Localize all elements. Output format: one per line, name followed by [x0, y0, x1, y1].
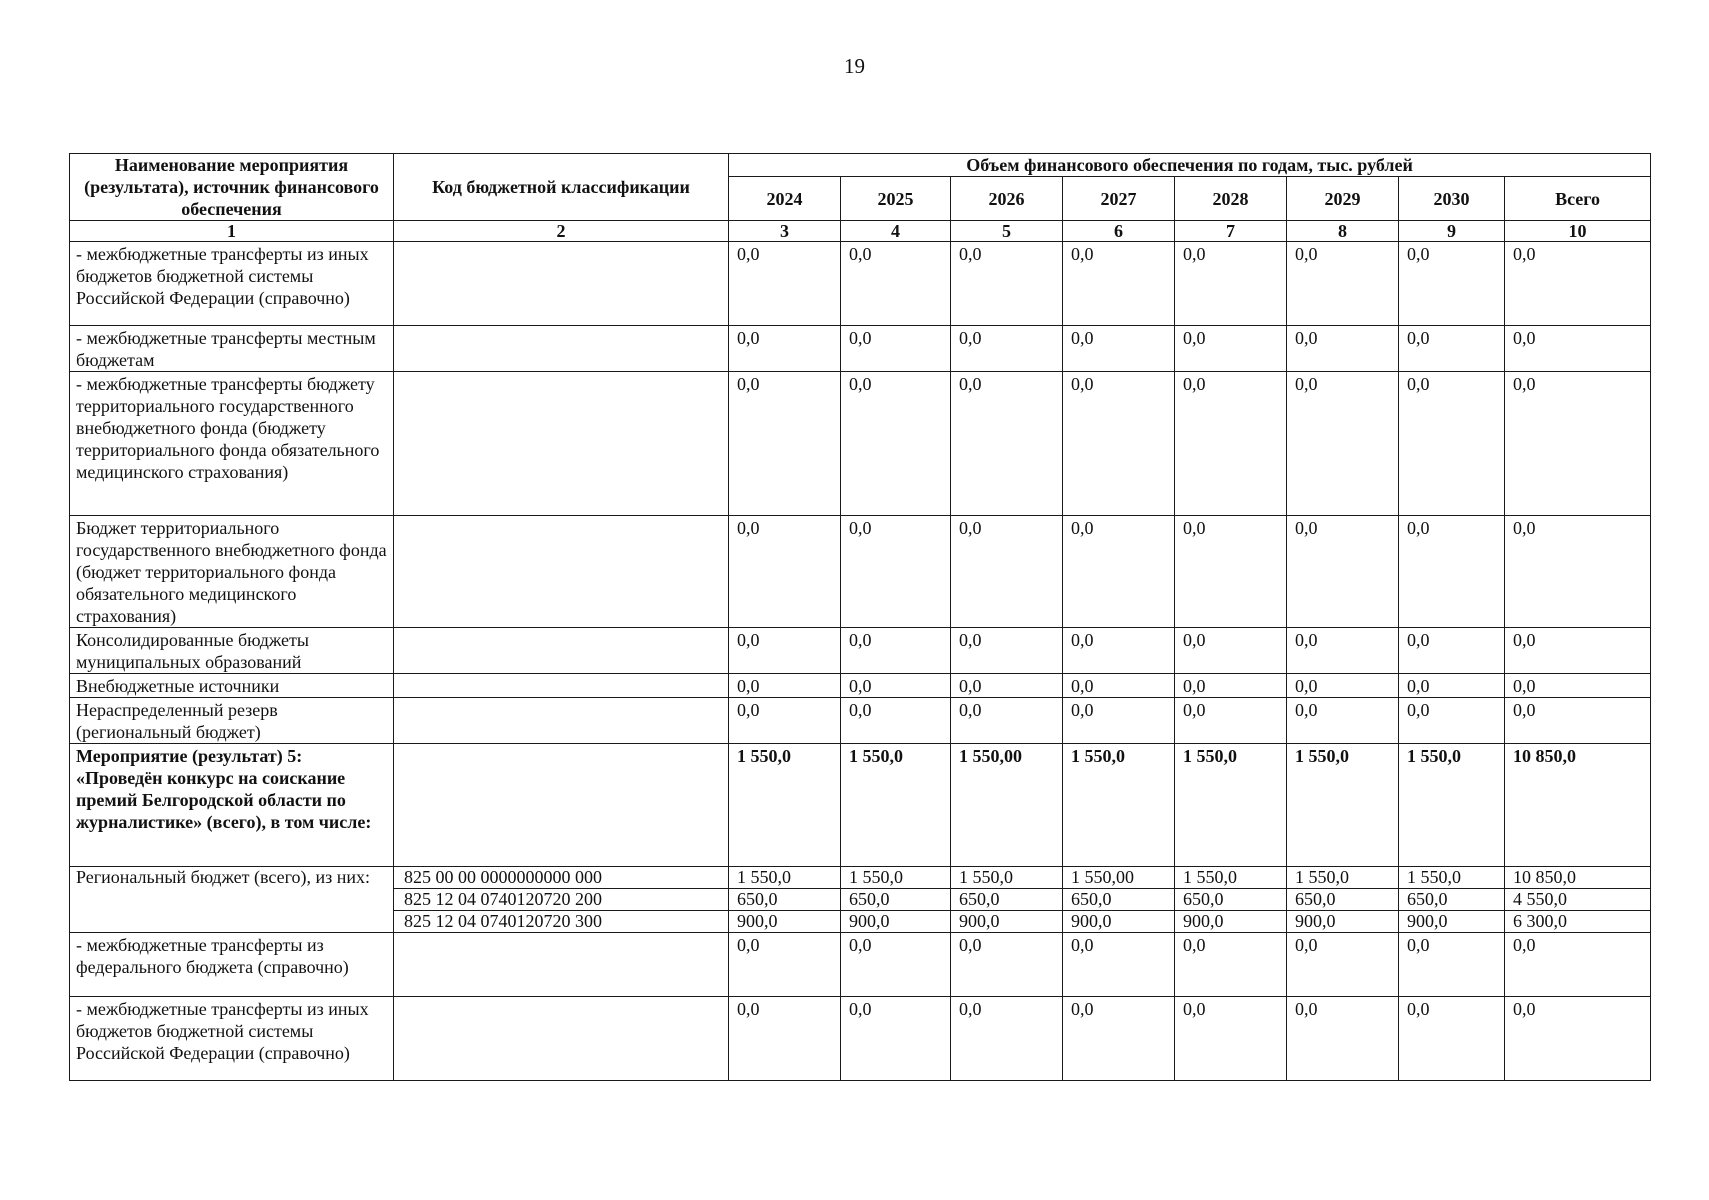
row-value-cell: 0,0 — [951, 242, 1063, 326]
regional-budget-value-cell: 900,0 — [1287, 911, 1399, 933]
header-year-2: 2025 — [841, 177, 951, 221]
regional-budget-value-cell: 650,0 — [1063, 889, 1175, 911]
header-year-3: 2026 — [951, 177, 1063, 221]
header-year-6: 2029 — [1287, 177, 1399, 221]
table-row — [70, 674, 1651, 698]
regional-budget-value-cell: 4 550,0 — [1505, 889, 1651, 911]
regional-budget-value-cell: 900,0 — [951, 911, 1063, 933]
row-value-cell: 0,0 — [1399, 516, 1505, 628]
table-row — [70, 997, 1651, 1081]
header-column-number-9: 9 — [1399, 221, 1505, 242]
row-value-cell: 1 550,00 — [951, 744, 1063, 867]
regional-budget-value-cell: 650,0 — [1399, 889, 1505, 911]
row-value-cell: 0,0 — [729, 933, 841, 997]
header-column-number-7: 7 — [1175, 221, 1287, 242]
row-value-cell: 0,0 — [951, 516, 1063, 628]
row-name-cell: - межбюджетные трансферты из федерального бюджета (справочно) — [70, 933, 394, 997]
header-column-number-10: 10 — [1505, 221, 1651, 242]
header-year-4: 2027 — [1063, 177, 1175, 221]
regional-budget-value-cell: 650,0 — [729, 889, 841, 911]
table-row — [70, 698, 1651, 744]
row-value-cell: 0,0 — [1287, 997, 1399, 1081]
table-row — [70, 242, 1651, 326]
row-value-cell: 0,0 — [1287, 516, 1399, 628]
row-value-cell: 0,0 — [1063, 516, 1175, 628]
regional-budget-value-cell: 650,0 — [841, 889, 951, 911]
row-value-cell: 0,0 — [1399, 674, 1505, 698]
row-value-cell: 0,0 — [951, 628, 1063, 674]
row-value-cell: 0,0 — [951, 933, 1063, 997]
header-year-8: Всего — [1505, 177, 1651, 221]
regional-budget-value-cell: 1 550,0 — [1175, 867, 1287, 889]
row-value-cell: 0,0 — [1063, 698, 1175, 744]
regional-budget-value-cell: 1 550,0 — [1287, 867, 1399, 889]
regional-budget-value-cell: 1 550,00 — [1063, 867, 1175, 889]
regional-budget-value-cell: 900,0 — [1175, 911, 1287, 933]
regional-budget-value-cell: 6 300,0 — [1505, 911, 1651, 933]
row-value-cell: 0,0 — [1287, 628, 1399, 674]
row-code-cell — [394, 744, 729, 867]
row-value-cell: 0,0 — [1505, 698, 1651, 744]
row-value-cell: 0,0 — [1399, 628, 1505, 674]
row-value-cell: 0,0 — [1175, 628, 1287, 674]
regional-budget-value-cell: 10 850,0 — [1505, 867, 1651, 889]
row-value-cell: 0,0 — [841, 516, 951, 628]
row-value-cell: 0,0 — [1505, 326, 1651, 372]
row-value-cell: 0,0 — [1505, 516, 1651, 628]
row-value-cell: 0,0 — [951, 997, 1063, 1081]
row-code-cell — [394, 516, 729, 628]
row-value-cell: 0,0 — [1175, 326, 1287, 372]
row-value-cell: 0,0 — [729, 674, 841, 698]
header-code-column: Код бюджетной классификации — [394, 154, 729, 221]
regional-budget-value-cell: 1 550,0 — [1399, 867, 1505, 889]
row-value-cell: 0,0 — [1175, 674, 1287, 698]
row-value-cell: 0,0 — [1175, 933, 1287, 997]
row-name-cell: Мероприятие (результат) 5: «Проведён конкурс на соискание премий Белгородской области по журналистике» (всего), в том числе: — [70, 744, 394, 867]
row-value-cell: 0,0 — [729, 997, 841, 1081]
finance-table — [69, 153, 1651, 1081]
row-value-cell: 0,0 — [1505, 628, 1651, 674]
header-name-column: Наименование мероприятия (результата), источник финансового обеспечения — [70, 154, 394, 221]
row-name-cell: - межбюджетные трансферты из иных бюджетов бюджетной системы Российской Федерации (справочно) — [70, 242, 394, 326]
row-value-cell: 0,0 — [841, 628, 951, 674]
row-value-cell: 0,0 — [1063, 674, 1175, 698]
regional-budget-value-cell: 1 550,0 — [841, 867, 951, 889]
row-name-cell: - межбюджетные трансферты бюджету территориального государственного внебюджетного фонда (бюджету территориального фонда обязательного медицинского страхования) — [70, 372, 394, 516]
row-value-cell: 1 550,0 — [729, 744, 841, 867]
header-column-number-2: 2 — [394, 221, 729, 242]
row-value-cell: 0,0 — [729, 628, 841, 674]
table-row — [70, 326, 1651, 372]
row-value-cell: 0,0 — [841, 674, 951, 698]
regional-budget-value-cell: 900,0 — [841, 911, 951, 933]
row-code-cell — [394, 698, 729, 744]
row-value-cell: 1 550,0 — [841, 744, 951, 867]
row-value-cell: 0,0 — [1399, 997, 1505, 1081]
header-year-1: 2024 — [729, 177, 841, 221]
row-value-cell: 0,0 — [1287, 698, 1399, 744]
row-value-cell: 0,0 — [1399, 372, 1505, 516]
row-value-cell: 1 550,0 — [1287, 744, 1399, 867]
regional-budget-name-cell: Региональный бюджет (всего), из них: — [70, 867, 394, 933]
row-name-cell: Нераспределенный резерв (региональный бюджет) — [70, 698, 394, 744]
table-row — [70, 516, 1651, 628]
row-value-cell: 0,0 — [1063, 997, 1175, 1081]
row-value-cell: 0,0 — [1175, 372, 1287, 516]
header-column-number-3: 3 — [729, 221, 841, 242]
regional-budget-value-cell: 1 550,0 — [729, 867, 841, 889]
row-name-cell: - межбюджетные трансферты местным бюджетам — [70, 326, 394, 372]
row-value-cell: 0,0 — [951, 698, 1063, 744]
row-value-cell: 0,0 — [1505, 242, 1651, 326]
row-value-cell: 0,0 — [1063, 372, 1175, 516]
header-column-numbers-row — [70, 221, 1651, 242]
row-value-cell: 0,0 — [1399, 933, 1505, 997]
header-column-number-8: 8 — [1287, 221, 1399, 242]
row-value-cell: 0,0 — [1287, 372, 1399, 516]
row-code-cell — [394, 372, 729, 516]
row-value-cell: 1 550,0 — [1063, 744, 1175, 867]
row-value-cell: 0,0 — [1175, 997, 1287, 1081]
header-volume-group: Объем финансового обеспечения по годам, тыс. рублей — [729, 154, 1651, 177]
row-value-cell: 0,0 — [1287, 326, 1399, 372]
row-value-cell: 0,0 — [841, 326, 951, 372]
row-value-cell: 0,0 — [1399, 698, 1505, 744]
header-column-number-1: 1 — [70, 221, 394, 242]
row-value-cell: 0,0 — [1399, 242, 1505, 326]
regional-budget-value-cell: 650,0 — [1175, 889, 1287, 911]
row-value-cell: 0,0 — [1287, 674, 1399, 698]
regional-budget-code-cell: 825 12 04 0740120720 300 — [394, 911, 729, 933]
row-value-cell: 0,0 — [841, 372, 951, 516]
header-year-7: 2030 — [1399, 177, 1505, 221]
row-value-cell: 0,0 — [1063, 326, 1175, 372]
row-value-cell: 0,0 — [841, 997, 951, 1081]
row-value-cell: 0,0 — [1399, 326, 1505, 372]
row-code-cell — [394, 628, 729, 674]
row-value-cell: 0,0 — [1505, 372, 1651, 516]
row-value-cell: 0,0 — [1287, 242, 1399, 326]
row-value-cell: 0,0 — [1287, 933, 1399, 997]
row-name-cell: - межбюджетные трансферты из иных бюджетов бюджетной системы Российской Федерации (справочно) — [70, 997, 394, 1081]
row-value-cell: 1 550,0 — [1399, 744, 1505, 867]
table-body — [70, 242, 1651, 1081]
regional-budget-code-cell: 825 12 04 0740120720 200 — [394, 889, 729, 911]
regional-budget-value-cell: 900,0 — [729, 911, 841, 933]
row-value-cell: 1 550,0 — [1175, 744, 1287, 867]
row-value-cell: 0,0 — [1175, 516, 1287, 628]
row-name-cell: Внебюджетные источники — [70, 674, 394, 698]
row-value-cell: 0,0 — [841, 698, 951, 744]
row-value-cell: 0,0 — [1175, 698, 1287, 744]
regional-budget-value-cell: 650,0 — [951, 889, 1063, 911]
row-name-cell: Консолидированные бюджеты муниципальных образований — [70, 628, 394, 674]
row-code-cell — [394, 997, 729, 1081]
row-value-cell: 0,0 — [1063, 933, 1175, 997]
table-row — [70, 933, 1651, 997]
row-value-cell: 0,0 — [1505, 674, 1651, 698]
finance-table-container — [69, 153, 1650, 1081]
regional-budget-subrow — [70, 867, 1651, 889]
header-column-number-6: 6 — [1063, 221, 1175, 242]
row-value-cell: 10 850,0 — [1505, 744, 1651, 867]
row-value-cell: 0,0 — [729, 698, 841, 744]
row-value-cell: 0,0 — [951, 326, 1063, 372]
row-code-cell — [394, 674, 729, 698]
row-value-cell: 0,0 — [951, 372, 1063, 516]
row-value-cell: 0,0 — [729, 372, 841, 516]
table-row — [70, 744, 1651, 867]
row-value-cell: 0,0 — [1175, 242, 1287, 326]
table-row — [70, 628, 1651, 674]
header-column-number-5: 5 — [951, 221, 1063, 242]
row-value-cell: 0,0 — [951, 674, 1063, 698]
table-row — [70, 372, 1651, 516]
row-code-cell — [394, 933, 729, 997]
regional-budget-value-cell: 900,0 — [1399, 911, 1505, 933]
row-name-cell: Бюджет территориального государственного внебюджетного фонда (бюджет территориального фонда обязательного медицинского страхования) — [70, 516, 394, 628]
row-code-cell — [394, 242, 729, 326]
row-value-cell: 0,0 — [1063, 628, 1175, 674]
row-value-cell: 0,0 — [1063, 242, 1175, 326]
regional-budget-value-cell: 900,0 — [1063, 911, 1175, 933]
row-value-cell: 0,0 — [729, 326, 841, 372]
row-value-cell: 0,0 — [729, 516, 841, 628]
row-code-cell — [394, 326, 729, 372]
header-year-5: 2028 — [1175, 177, 1287, 221]
regional-budget-code-cell: 825 00 00 0000000000 000 — [394, 867, 729, 889]
regional-budget-value-cell: 650,0 — [1287, 889, 1399, 911]
header-column-number-4: 4 — [841, 221, 951, 242]
page-number: 19 — [844, 54, 865, 78]
row-value-cell: 0,0 — [841, 933, 951, 997]
row-value-cell: 0,0 — [841, 242, 951, 326]
row-value-cell: 0,0 — [1505, 997, 1651, 1081]
row-value-cell: 0,0 — [1505, 933, 1651, 997]
row-value-cell: 0,0 — [729, 242, 841, 326]
regional-budget-value-cell: 1 550,0 — [951, 867, 1063, 889]
